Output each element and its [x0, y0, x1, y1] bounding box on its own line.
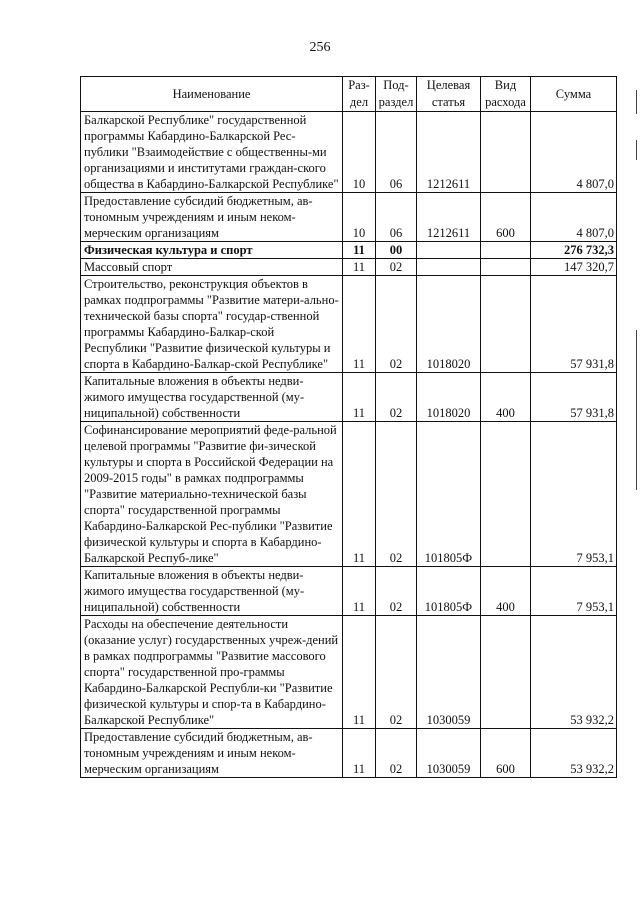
row-name-cell: Расходы на обеспечение деятельности (оказание услуг) государственных учреж-дений в рамках подпрограммы "Развитие массового спорта" государственной про-граммы Кабардино-Балкарской Республи-ки "Развитие физической культуры и спор-та в Кабардино-Балкарской Республике" — [81, 616, 343, 729]
row-subsection-cell: 02 — [376, 422, 417, 567]
row-name-cell: Предоставление субсидий бюджетным, ав-тономным учреждениям и иным неком-мерческим организациям — [81, 193, 343, 242]
row-subsection-cell: 02 — [376, 276, 417, 373]
scan-edge-mark — [636, 90, 637, 114]
row-subsection-cell: 06 — [376, 193, 417, 242]
row-amount-cell: 7 953,1 — [531, 567, 617, 616]
table-row — [81, 729, 617, 778]
row-expense-type-cell: 400 — [481, 567, 531, 616]
row-subsection-cell: 02 — [376, 616, 417, 729]
row-expense-type-cell: 400 — [481, 373, 531, 422]
header-subsection: Под-раздел — [376, 77, 417, 112]
table-row — [81, 373, 617, 422]
row-amount-cell: 57 931,8 — [531, 276, 617, 373]
row-section-cell: 11 — [343, 259, 376, 276]
row-target-item-cell: 1018020 — [417, 276, 481, 373]
row-expense-type-cell — [481, 242, 531, 259]
row-target-item-cell: 101805Ф — [417, 422, 481, 567]
row-subsection-cell: 02 — [376, 567, 417, 616]
row-amount-cell: 53 932,2 — [531, 729, 617, 778]
row-expense-type-cell — [481, 112, 531, 193]
header-amount: Сумма — [531, 77, 617, 112]
row-subsection-cell: 02 — [376, 373, 417, 422]
row-section-cell: 10 — [343, 112, 376, 193]
table-row — [81, 616, 617, 729]
row-name-cell: Строительство, реконструкция объектов в рамках подпрограммы "Развитие матери-ально-технической базы спорта" государ-ственной программы Кабардино-Балкар-ской Республики "Развитие физической культуры и спорта в Кабардино-Балкар-ской Республике" — [81, 276, 343, 373]
row-section-cell: 11 — [343, 567, 376, 616]
row-subsection-cell: 06 — [376, 112, 417, 193]
row-target-item-cell: 1030059 — [417, 616, 481, 729]
header-target-item: Целевая статья — [417, 77, 481, 112]
table-row — [81, 567, 617, 616]
row-expense-type-cell — [481, 259, 531, 276]
row-name-cell: Массовый спорт — [81, 259, 343, 276]
table-row — [81, 112, 617, 193]
row-section-cell: 11 — [343, 276, 376, 373]
row-expense-type-cell: 600 — [481, 729, 531, 778]
row-target-item-cell: 1212611 — [417, 112, 481, 193]
scan-edge-mark — [636, 330, 637, 490]
row-expense-type-cell — [481, 422, 531, 567]
row-section-cell: 11 — [343, 373, 376, 422]
row-amount-cell: 53 932,2 — [531, 616, 617, 729]
row-subsection-cell: 02 — [376, 259, 417, 276]
table-row — [81, 422, 617, 567]
row-target-item-cell: 101805Ф — [417, 567, 481, 616]
row-target-item-cell — [417, 242, 481, 259]
table-row — [81, 242, 617, 259]
row-name-cell: Предоставление субсидий бюджетным, ав-тономным учреждениям и иным неком-мерческим организациям — [81, 729, 343, 778]
row-target-item-cell: 1212611 — [417, 193, 481, 242]
row-expense-type-cell: 600 — [481, 193, 531, 242]
table-body — [81, 112, 617, 778]
row-amount-cell: 276 732,3 — [531, 242, 617, 259]
page-number: 256 — [309, 40, 331, 55]
row-amount-cell: 57 931,8 — [531, 373, 617, 422]
row-amount-cell: 7 953,1 — [531, 422, 617, 567]
table-row — [81, 259, 617, 276]
row-amount-cell: 4 807,0 — [531, 112, 617, 193]
row-target-item-cell — [417, 259, 481, 276]
row-subsection-cell: 02 — [376, 729, 417, 778]
header-expense-type: Вид расхода — [481, 77, 531, 112]
scan-edge-mark — [636, 140, 637, 160]
row-section-cell: 11 — [343, 242, 376, 259]
row-name-cell: Капитальные вложения в объекты недви-жимого имущества государственной (му-ниципальной) собственности — [81, 373, 343, 422]
row-amount-cell: 4 807,0 — [531, 193, 617, 242]
row-name-cell: Физическая культура и спорт — [81, 242, 343, 259]
row-target-item-cell: 1018020 — [417, 373, 481, 422]
table-row — [81, 276, 617, 373]
row-section-cell: 11 — [343, 616, 376, 729]
row-name-cell: Балкарской Республике" государственной программы Кабардино-Балкарской Рес-публики "Взаимодействие с общественны-ми организациями и институтами граждан-ского общества в Кабардино-Балкарской Республике" — [81, 112, 343, 193]
row-section-cell: 11 — [343, 422, 376, 567]
header-name: Наименование — [81, 77, 343, 112]
row-amount-cell: 147 320,7 — [531, 259, 617, 276]
row-expense-type-cell — [481, 616, 531, 729]
header-section: Раз-дел — [343, 77, 376, 112]
row-name-cell: Капитальные вложения в объекты недви-жимого имущества государственной (му-ниципальной) собственности — [81, 567, 343, 616]
row-target-item-cell: 1030059 — [417, 729, 481, 778]
budget-table — [80, 76, 617, 778]
row-expense-type-cell — [481, 276, 531, 373]
table-row — [81, 193, 617, 242]
table-header-row — [81, 77, 617, 112]
row-subsection-cell: 00 — [376, 242, 417, 259]
row-section-cell: 10 — [343, 193, 376, 242]
row-name-cell: Софинансирование мероприятий феде-ральной целевой программы "Развитие фи-зической культуры и спорта в Российской Федерации на 2009-2015 годы" в рамках подпрограммы "Развитие материально-технической базы спорта" государственной программы Кабардино-Балкарской Рес-публики "Развитие физической культуры и спорта в Кабардино-Балкарской Респуб-лике" — [81, 422, 343, 567]
row-section-cell: 11 — [343, 729, 376, 778]
